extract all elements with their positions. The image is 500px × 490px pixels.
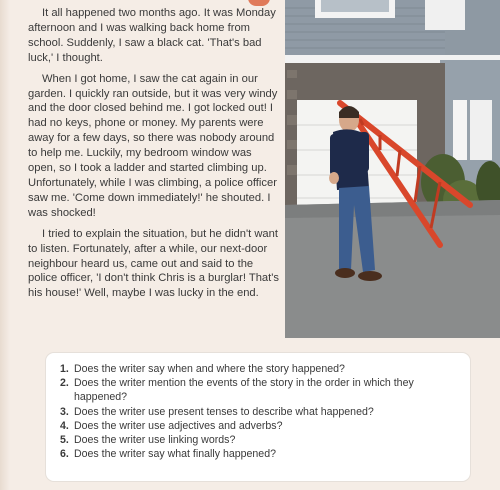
question-box <box>46 353 470 481</box>
story-photo <box>285 0 500 338</box>
question-item <box>60 405 460 419</box>
story-paragraph-3: I tried to explain the situation, but he didn't want to listen. Fortunately, after a while, our next-door neighbour heard us, came out and said to the police officer, 'I don't think Chris is a burglar! That's his house!' Well, maybe I was lucky in the end. <box>28 227 279 300</box>
question-item <box>60 447 460 461</box>
question-number: 1. <box>60 363 69 375</box>
question-text: Does the writer mention the events of the story in the order in which they happened? <box>74 377 414 404</box>
question-text: Does the writer use adjectives and adverbs? <box>74 419 283 432</box>
question-text: Does the writer use linking words? <box>74 434 236 447</box>
story-paragraph-1: It all happened two months ago. It was Monday afternoon and I was walking back home from school. Suddenly, I saw a black cat. 'That's bad luck,' I thought. <box>28 7 276 64</box>
question-number: 5. <box>60 434 69 447</box>
question-number: 4. <box>60 419 69 432</box>
question-text: Does the writer say what finally happened? <box>74 448 276 461</box>
question-item <box>60 376 460 404</box>
question-list <box>46 353 470 461</box>
question-text: Does the writer say when and where the story happened? <box>74 363 345 375</box>
question-item <box>60 433 460 447</box>
story-paragraph-2: When I got home, I saw the cat again in our garden. I quickly ran outside, but it was very windy and the door closed behind me. I got locked out! I had no keys, phone or money. My parents were away for a few days, so there was nobody around to help me. Luckily, my bedroom window was open, so I took a ladder and started climbing up. Unfortunately, while I was climbing, a police officer saw me. 'Come down immediately!' he shouted. I was shocked! <box>28 72 278 219</box>
question-number: 6. <box>60 448 69 461</box>
question-number: 2. <box>60 377 69 390</box>
question-text: Does the writer use present tenses to describe what happened? <box>74 405 374 418</box>
page-edge <box>0 0 10 490</box>
question-item <box>60 419 460 433</box>
story-text <box>28 6 280 307</box>
question-item <box>60 362 460 376</box>
question-number: 3. <box>60 405 69 418</box>
